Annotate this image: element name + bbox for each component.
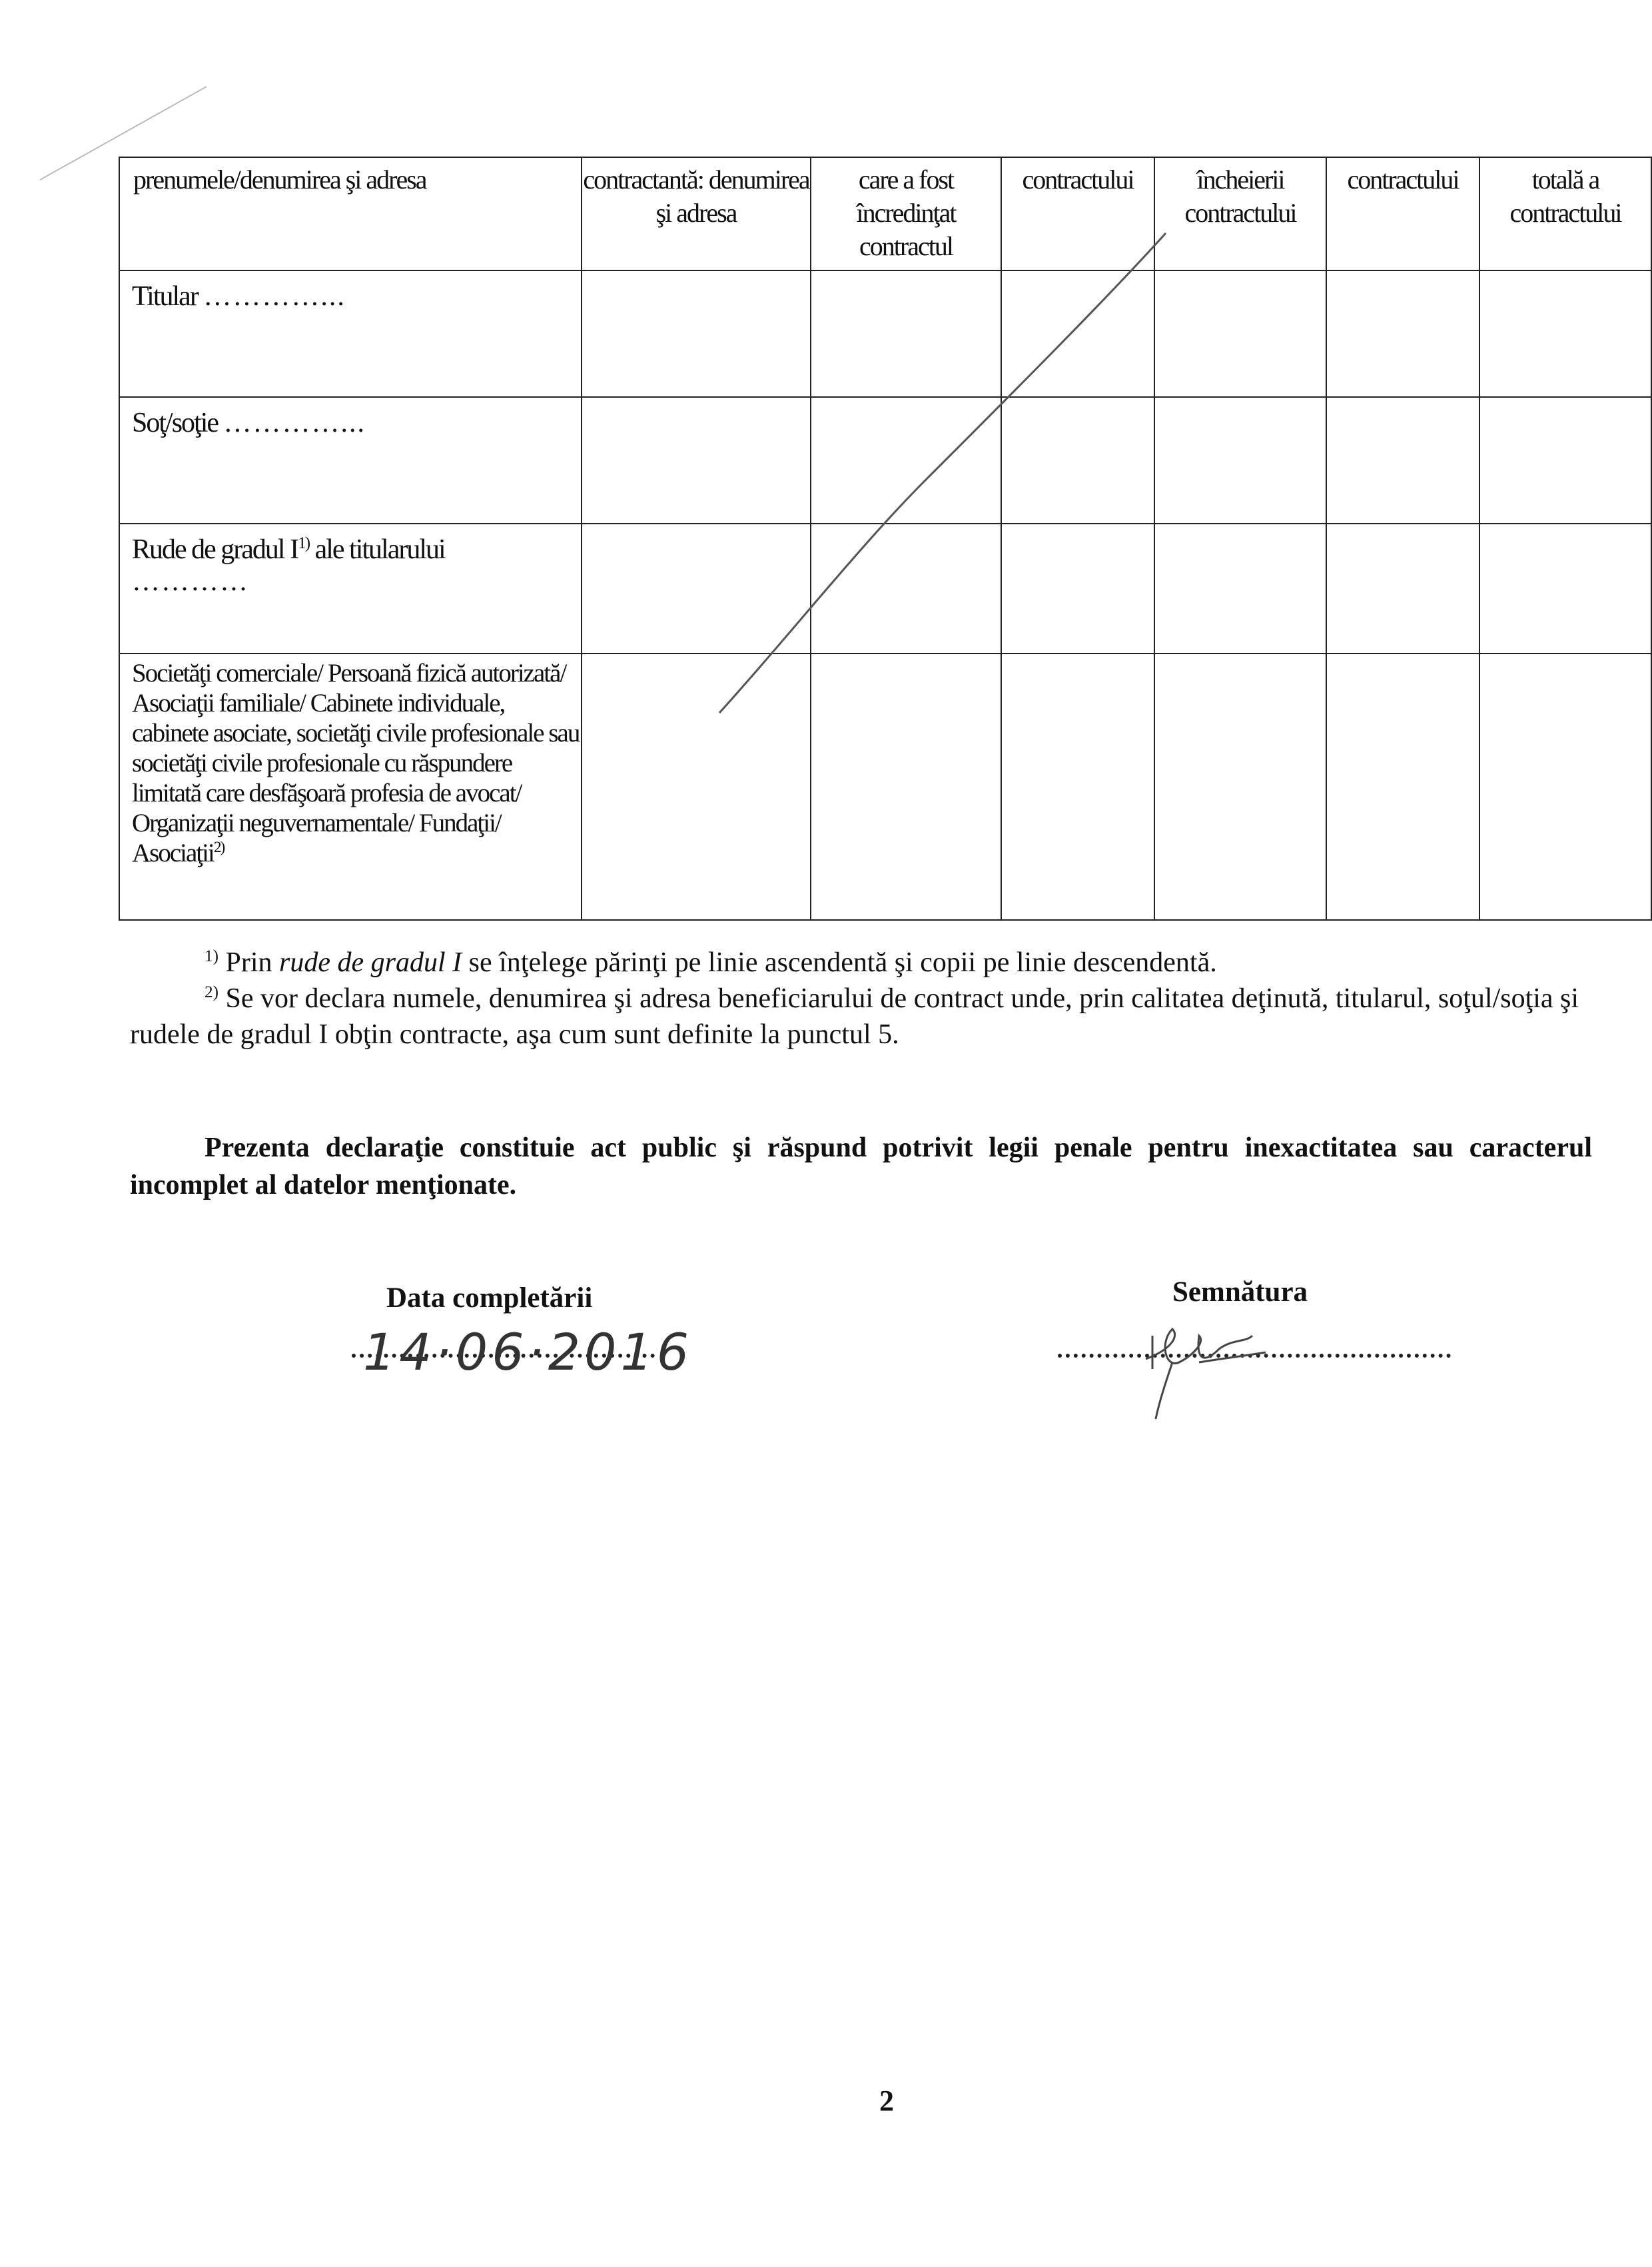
footnote-1: $^{1)}$ Prin rude de gradul I se înţelege părinţi pe linie ascendentă şi copii pe linie descendentă. xyxy=(205,947,1217,978)
header-cell-contracting-party: contractantă: denumirea şi adresa xyxy=(582,157,811,270)
table-cell xyxy=(1479,524,1651,654)
table-cell xyxy=(1479,397,1651,524)
header-cell-total-value: totală a contractului xyxy=(1479,157,1651,270)
signature-label: Semnătura xyxy=(1172,1276,1308,1308)
table-cell xyxy=(1154,270,1326,397)
header-cell-contract-type: contractului xyxy=(1001,157,1154,270)
row-label-titular: Titular …………... xyxy=(119,270,582,397)
footnotes xyxy=(130,945,1635,1053)
header-cell-conclusion-date: încheierii contractului xyxy=(1154,157,1326,270)
table-cell xyxy=(1326,270,1479,397)
page-number: 2 xyxy=(879,2084,894,2117)
row-label-spouse: Soţ/soţie …………... xyxy=(119,397,582,524)
declaration-statement: Prezenta declaraţie constituie act public şi răspund potrivit legii penale pentru inexactitatea sau caracterul incomplet al datelor menţionate. xyxy=(130,1133,1592,1200)
row-label-companies: Societăţi comerciale/ Persoană fizică autorizată/ Asociaţii familiale/ Cabinete individuale, cabinete asociate, societăţi civile profesionale sau societăţi civile profesionale cu răspundere limitată care desfăşoară profesia de avocat/ Organizaţii neguvernamentale/ Fundaţii/ Asociaţii$^{2)}$ xyxy=(119,654,582,920)
table-cell xyxy=(1326,524,1479,654)
table-cell xyxy=(1326,654,1479,920)
date-label: Data completării xyxy=(386,1282,593,1314)
cross-out-line xyxy=(706,227,1172,719)
handwritten-signature xyxy=(1132,1322,1279,1422)
table-cell xyxy=(1326,397,1479,524)
table-cell xyxy=(1154,524,1326,654)
table-cell xyxy=(1479,654,1651,920)
header-cell-contract-duration: contractului xyxy=(1326,157,1479,270)
table-cell xyxy=(1479,270,1651,397)
row-label-relatives: Rude de gradul $I^{1)}$ ale titularului ………… xyxy=(119,524,582,654)
table-cell xyxy=(1154,654,1326,920)
header-cell-procedure: care a fost încredinţat contractul xyxy=(811,157,1001,270)
handwritten-date: 14·06·2016 xyxy=(363,1322,693,1382)
table-cell xyxy=(1154,397,1326,524)
header-cell-name-address: prenumele/denumirea şi adresa xyxy=(119,157,582,270)
footnote-2: $^{2)}$ Se vor declara numele, denumirea şi adresa beneficiarului de contract unde, prin calitatea deţinută, titularul, soţul/soţia şi rudele de gradul I obţin contracte, aşa cum sunt definite la punctul 5. xyxy=(130,983,1579,1050)
